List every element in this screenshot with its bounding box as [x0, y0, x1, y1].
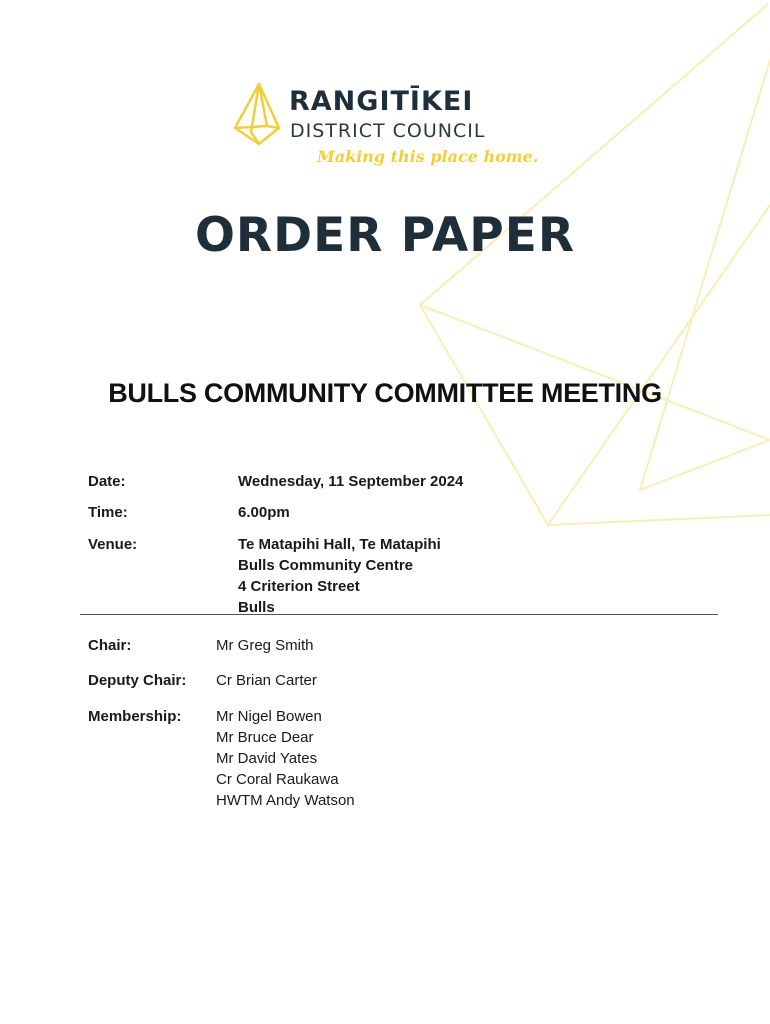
date-label: Date:	[88, 473, 126, 490]
member-item: Mr Bruce Dear	[216, 729, 314, 746]
venue-line: Te Matapihi Hall, Te Matapihi	[238, 536, 441, 553]
membership-label: Membership:	[88, 708, 182, 725]
logo-subtitle: DISTRICT COUNCIL	[290, 120, 486, 142]
council-logo	[231, 82, 541, 174]
venue-value	[238, 534, 441, 618]
venue-line: Bulls Community Centre	[238, 557, 414, 574]
membership-list	[216, 706, 355, 811]
member-item: Mr Nigel Bowen	[216, 708, 322, 725]
logo-name: RANGITĪKEI	[289, 86, 474, 117]
meeting-title: BULLS COMMUNITY COMMITTEE MEETING	[108, 378, 662, 408]
member-item: Cr Coral Raukawa	[216, 771, 339, 788]
chair-label: Chair:	[88, 637, 132, 654]
venue-label: Venue:	[88, 536, 138, 553]
deputy-chair-value: Cr Brian Carter	[216, 672, 317, 689]
logo-tagline: Making this place home.	[317, 147, 539, 166]
chair-value: Mr Greg Smith	[216, 637, 314, 654]
date-value: Wednesday, 11 September 2024	[238, 473, 464, 490]
member-item: HWTM Andy Watson	[216, 792, 355, 809]
venue-line: Bulls	[238, 599, 275, 616]
page-title: ORDER PAPER	[194, 208, 576, 263]
time-label: Time:	[88, 504, 128, 521]
section-divider	[80, 614, 718, 615]
deputy-chair-label: Deputy Chair:	[88, 672, 187, 689]
time-value: 6.00pm	[238, 504, 290, 521]
logo-mark-icon	[231, 82, 283, 148]
venue-line: 4 Criterion Street	[238, 578, 360, 595]
member-item: Mr David Yates	[216, 750, 318, 767]
